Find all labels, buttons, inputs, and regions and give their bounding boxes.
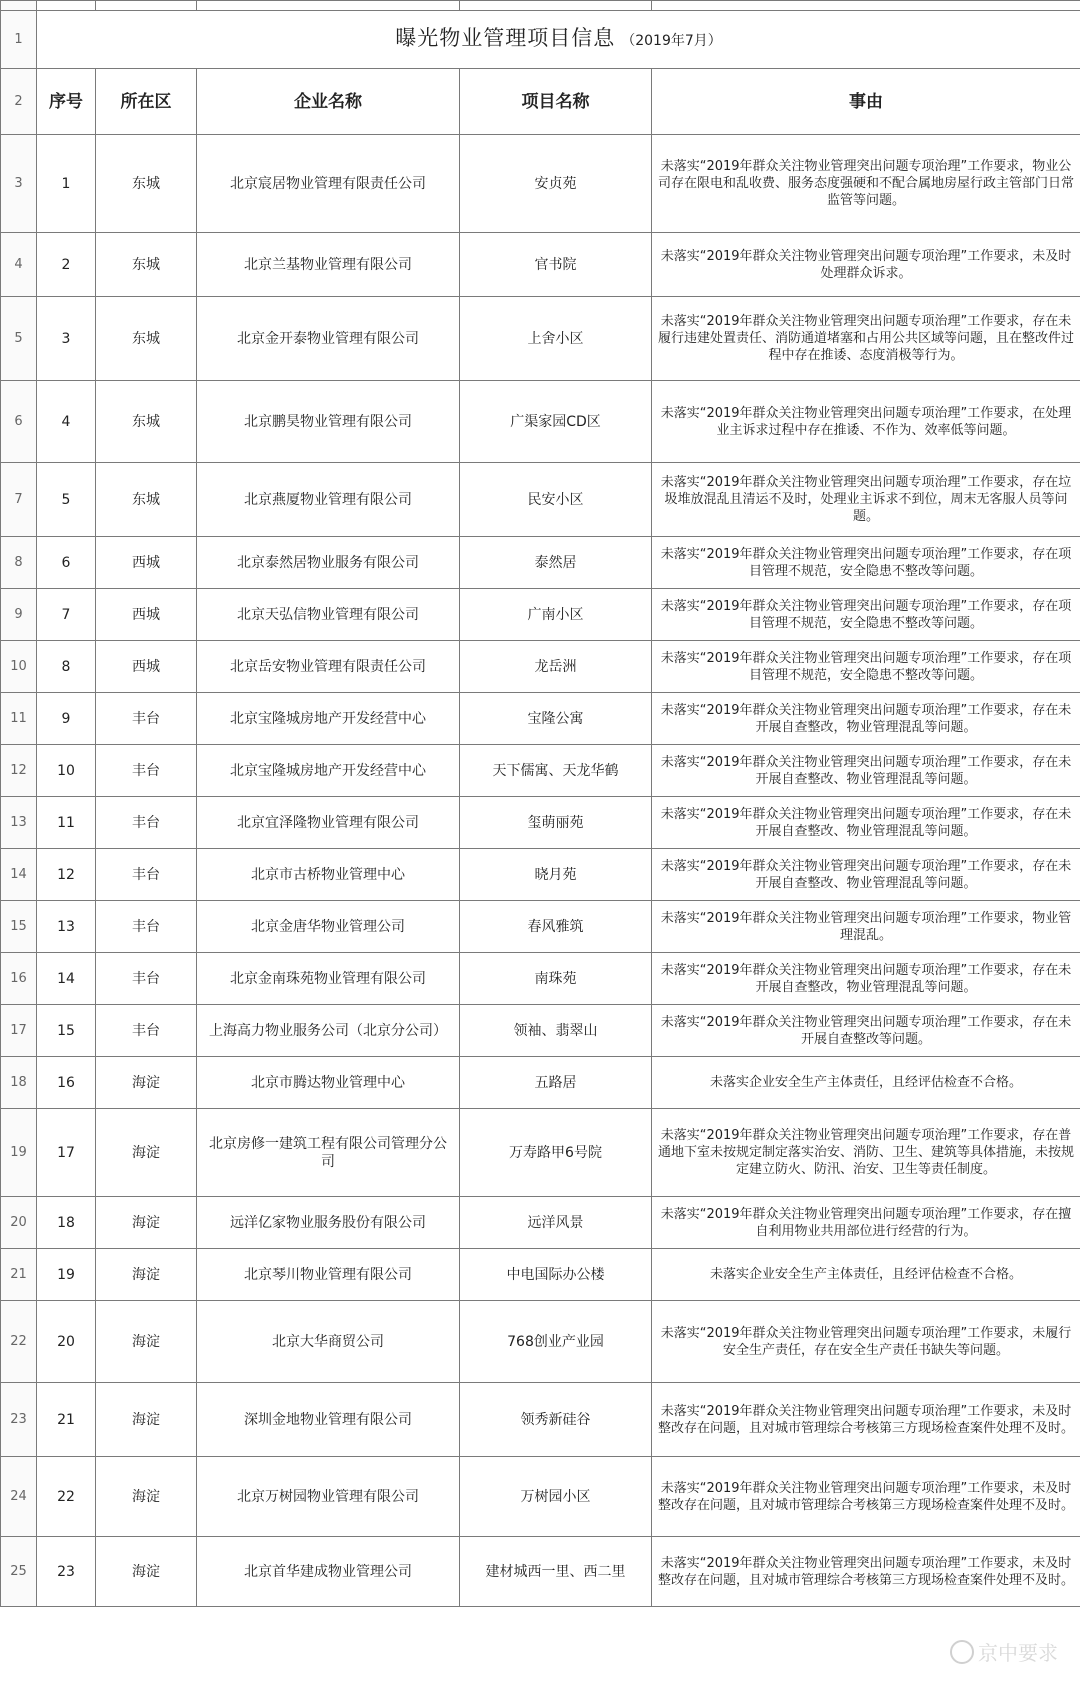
reason-cell: 未落实“2019年群众关注物业管理突出问题专项治理”工作要求，存在未开展自查整改、物业管理混乱等问题。 <box>652 849 1080 901</box>
table-row <box>1 1057 1080 1109</box>
company-cell: 北京万树园物业管理有限公司 <box>197 1457 460 1537</box>
row-number: 13 <box>1 797 37 849</box>
table-row <box>1 1197 1080 1249</box>
project-cell: 民安小区 <box>460 463 652 537</box>
row-number: 15 <box>1 901 37 953</box>
project-cell: 领秀新硅谷 <box>460 1383 652 1457</box>
project-cell: 南珠苑 <box>460 953 652 1005</box>
header-row <box>1 69 1080 135</box>
table-row <box>1 953 1080 1005</box>
project-cell: 建材城西一里、西二里 <box>460 1537 652 1607</box>
district-cell: 丰台 <box>96 953 197 1005</box>
row-number: 16 <box>1 953 37 1005</box>
row-number: 21 <box>1 1249 37 1301</box>
seq-cell: 19 <box>37 1249 96 1301</box>
project-cell: 广南小区 <box>460 589 652 641</box>
district-cell: 西城 <box>96 537 197 589</box>
project-cell: 万寿路甲6号院 <box>460 1109 652 1197</box>
row-number: 24 <box>1 1457 37 1537</box>
header-company: 企业名称 <box>197 69 460 135</box>
row-number: 10 <box>1 641 37 693</box>
table-row <box>1 849 1080 901</box>
table-row <box>1 233 1080 297</box>
seq-cell: 8 <box>37 641 96 693</box>
row-number: 3 <box>1 135 37 233</box>
company-cell: 上海高力物业服务公司（北京分公司） <box>197 1005 460 1057</box>
table-row <box>1 463 1080 537</box>
row-number: 22 <box>1 1301 37 1383</box>
row-number: 17 <box>1 1005 37 1057</box>
company-cell: 北京宝隆城房地产开发经营中心 <box>197 745 460 797</box>
seq-cell: 1 <box>37 135 96 233</box>
reason-cell: 未落实“2019年群众关注物业管理突出问题专项治理”工作要求，存在擅自利用物业共用部位进行经营的行为。 <box>652 1197 1080 1249</box>
district-cell: 海淀 <box>96 1301 197 1383</box>
seq-cell: 13 <box>37 901 96 953</box>
table-title <box>37 11 1080 69</box>
project-cell: 768创业产业园 <box>460 1301 652 1383</box>
company-cell: 北京市古桥物业管理中心 <box>197 849 460 901</box>
company-cell: 远洋亿家物业服务股份有限公司 <box>197 1197 460 1249</box>
wechat-logo-icon <box>950 1640 974 1664</box>
watermark-text: 京中要求 <box>978 1641 1058 1665</box>
title-main: 曝光物业管理项目信息 <box>395 26 616 50</box>
seq-cell: 20 <box>37 1301 96 1383</box>
district-cell: 丰台 <box>96 797 197 849</box>
seq-cell: 5 <box>37 463 96 537</box>
top-strip-row <box>1 1 1080 11</box>
reason-cell: 未落实“2019年群众关注物业管理突出问题专项治理”工作要求，存在普通地下室未按规定制定落实治安、消防、卫生、建筑等具体措施，未按规定建立防火、防汛、治安、卫生等责任制度。 <box>652 1109 1080 1197</box>
district-cell: 东城 <box>96 233 197 297</box>
district-cell: 东城 <box>96 381 197 463</box>
project-cell: 晓月苑 <box>460 849 652 901</box>
company-cell: 北京金唐华物业管理公司 <box>197 901 460 953</box>
row-number: 4 <box>1 233 37 297</box>
row-number: 8 <box>1 537 37 589</box>
project-cell: 广渠家园CD区 <box>460 381 652 463</box>
seq-cell: 3 <box>37 297 96 381</box>
reason-cell: 未落实“2019年群众关注物业管理突出问题专项治理”工作要求，存在未履行违建处置责任、消防通道堵塞和占用公共区域等问题，且在整改件过程中存在推诿、态度消极等行为。 <box>652 297 1080 381</box>
project-cell: 万树园小区 <box>460 1457 652 1537</box>
company-cell: 北京泰然居物业服务有限公司 <box>197 537 460 589</box>
project-cell: 官书院 <box>460 233 652 297</box>
row-number: 25 <box>1 1537 37 1607</box>
reason-cell: 未落实“2019年群众关注物业管理突出问题专项治理”工作要求，物业公司存在限电和乱收费、服务态度强硬和不配合属地房屋行政主管部门日常监管等问题。 <box>652 135 1080 233</box>
district-cell: 丰台 <box>96 1005 197 1057</box>
table-row <box>1 537 1080 589</box>
reason-cell: 未落实“2019年群众关注物业管理突出问题专项治理”工作要求，存在未开展自查整改，物业管理混乱等问题。 <box>652 953 1080 1005</box>
row-number: 7 <box>1 463 37 537</box>
seq-cell: 18 <box>37 1197 96 1249</box>
reason-cell: 未落实“2019年群众关注物业管理突出问题专项治理”工作要求，物业管理混乱。 <box>652 901 1080 953</box>
watermark <box>950 1637 1058 1666</box>
district-cell: 海淀 <box>96 1249 197 1301</box>
table-row <box>1 1249 1080 1301</box>
district-cell: 海淀 <box>96 1197 197 1249</box>
project-cell: 宝隆公寓 <box>460 693 652 745</box>
company-cell: 北京天弘信物业管理有限公司 <box>197 589 460 641</box>
project-cell: 五路居 <box>460 1057 652 1109</box>
seq-cell: 4 <box>37 381 96 463</box>
table-row <box>1 1537 1080 1607</box>
title-sub: （2019年7月） <box>621 33 722 49</box>
row-number: 12 <box>1 745 37 797</box>
seq-cell: 14 <box>37 953 96 1005</box>
row-number: 1 <box>1 11 37 69</box>
seq-cell: 22 <box>37 1457 96 1537</box>
reason-cell: 未落实“2019年群众关注物业管理突出问题专项治理”工作要求，存在项目管理不规范，安全隐患不整改等问题。 <box>652 641 1080 693</box>
row-number: 14 <box>1 849 37 901</box>
project-cell: 天下儒寓、天龙华鹤 <box>460 745 652 797</box>
district-cell: 海淀 <box>96 1457 197 1537</box>
district-cell: 东城 <box>96 135 197 233</box>
row-number: 20 <box>1 1197 37 1249</box>
seq-cell: 12 <box>37 849 96 901</box>
company-cell: 北京燕厦物业管理有限公司 <box>197 463 460 537</box>
table-row <box>1 1301 1080 1383</box>
header-reason: 事由 <box>652 69 1080 135</box>
table-row <box>1 1109 1080 1197</box>
project-cell: 上舍小区 <box>460 297 652 381</box>
seq-cell: 7 <box>37 589 96 641</box>
company-cell: 北京宜泽隆物业管理有限公司 <box>197 797 460 849</box>
company-cell: 北京宝隆城房地产开发经营中心 <box>197 693 460 745</box>
district-cell: 海淀 <box>96 1057 197 1109</box>
seq-cell: 16 <box>37 1057 96 1109</box>
project-cell: 领袖、翡翠山 <box>460 1005 652 1057</box>
district-cell: 丰台 <box>96 745 197 797</box>
project-cell: 远洋风景 <box>460 1197 652 1249</box>
table-row <box>1 693 1080 745</box>
district-cell: 西城 <box>96 641 197 693</box>
company-cell: 深圳金地物业管理有限公司 <box>197 1383 460 1457</box>
seq-cell: 10 <box>37 745 96 797</box>
row-number: 18 <box>1 1057 37 1109</box>
table-row <box>1 1383 1080 1457</box>
table-row <box>1 135 1080 233</box>
district-cell: 丰台 <box>96 849 197 901</box>
table-row <box>1 381 1080 463</box>
project-cell: 泰然居 <box>460 537 652 589</box>
project-cell: 玺萌丽苑 <box>460 797 652 849</box>
district-cell: 海淀 <box>96 1537 197 1607</box>
reason-cell: 未落实“2019年群众关注物业管理突出问题专项治理”工作要求，在处理业主诉求过程中存在推诿、不作为、效率低等问题。 <box>652 381 1080 463</box>
table-row <box>1 1005 1080 1057</box>
district-cell: 西城 <box>96 589 197 641</box>
company-cell: 北京宸居物业管理有限责任公司 <box>197 135 460 233</box>
seq-cell: 21 <box>37 1383 96 1457</box>
company-cell: 北京房修一建筑工程有限公司管理分公司 <box>197 1109 460 1197</box>
row-number: 11 <box>1 693 37 745</box>
row-number: 2 <box>1 69 37 135</box>
table-row <box>1 745 1080 797</box>
company-cell: 北京琴川物业管理有限公司 <box>197 1249 460 1301</box>
company-cell: 北京市腾达物业管理中心 <box>197 1057 460 1109</box>
row-number: 23 <box>1 1383 37 1457</box>
district-cell: 海淀 <box>96 1383 197 1457</box>
project-cell: 中电国际办公楼 <box>460 1249 652 1301</box>
company-cell: 北京鹏昊物业管理有限公司 <box>197 381 460 463</box>
table-row <box>1 901 1080 953</box>
seq-cell: 9 <box>37 693 96 745</box>
district-cell: 海淀 <box>96 1109 197 1197</box>
reason-cell: 未落实“2019年群众关注物业管理突出问题专项治理”工作要求，未及时处理群众诉求。 <box>652 233 1080 297</box>
reason-cell: 未落实企业安全生产主体责任，且经评估检查不合格。 <box>652 1249 1080 1301</box>
header-district: 所在区 <box>96 69 197 135</box>
reason-cell: 未落实“2019年群众关注物业管理突出问题专项治理”工作要求，未履行安全生产责任，存在安全生产责任书缺失等问题。 <box>652 1301 1080 1383</box>
table-row <box>1 297 1080 381</box>
row-number: 6 <box>1 381 37 463</box>
district-cell: 丰台 <box>96 901 197 953</box>
project-cell: 龙岳洲 <box>460 641 652 693</box>
reason-cell: 未落实“2019年群众关注物业管理突出问题专项治理”工作要求，存在未开展自查整改等问题。 <box>652 1005 1080 1057</box>
table-row <box>1 1457 1080 1537</box>
seq-cell: 11 <box>37 797 96 849</box>
seq-cell: 17 <box>37 1109 96 1197</box>
reason-cell: 未落实“2019年群众关注物业管理突出问题专项治理”工作要求，存在垃圾堆放混乱且清运不及时，处理业主诉求不到位，周末无客服人员等问题。 <box>652 463 1080 537</box>
reason-cell: 未落实企业安全生产主体责任，且经评估检查不合格。 <box>652 1057 1080 1109</box>
reason-cell: 未落实“2019年群众关注物业管理突出问题专项治理”工作要求，存在未开展自查整改、物业管理混乱等问题。 <box>652 745 1080 797</box>
seq-cell: 15 <box>37 1005 96 1057</box>
row-number: 19 <box>1 1109 37 1197</box>
project-cell: 安贞苑 <box>460 135 652 233</box>
reason-cell: 未落实“2019年群众关注物业管理突出问题专项治理”工作要求，未及时整改存在问题，且对城市管理综合考核第三方现场检查案件处理不及时。 <box>652 1383 1080 1457</box>
reason-cell: 未落实“2019年群众关注物业管理突出问题专项治理”工作要求，存在未开展自查整改、物业管理混乱等问题。 <box>652 797 1080 849</box>
district-cell: 东城 <box>96 297 197 381</box>
company-cell: 北京金南珠苑物业管理有限公司 <box>197 953 460 1005</box>
seq-cell: 23 <box>37 1537 96 1607</box>
table-row <box>1 589 1080 641</box>
reason-cell: 未落实“2019年群众关注物业管理突出问题专项治理”工作要求，存在项目管理不规范，安全隐患不整改等问题。 <box>652 537 1080 589</box>
seq-cell: 2 <box>37 233 96 297</box>
reason-cell: 未落实“2019年群众关注物业管理突出问题专项治理”工作要求，存在未开展自查整改，物业管理混乱等问题。 <box>652 693 1080 745</box>
district-cell: 丰台 <box>96 693 197 745</box>
title-row <box>1 11 1080 69</box>
company-cell: 北京金开泰物业管理有限公司 <box>197 297 460 381</box>
row-number: 9 <box>1 589 37 641</box>
table-row <box>1 641 1080 693</box>
header-project: 项目名称 <box>460 69 652 135</box>
table-row <box>1 797 1080 849</box>
district-cell: 东城 <box>96 463 197 537</box>
reason-cell: 未落实“2019年群众关注物业管理突出问题专项治理”工作要求，存在项目管理不规范，安全隐患不整改等问题。 <box>652 589 1080 641</box>
row-number: 5 <box>1 297 37 381</box>
reason-cell: 未落实“2019年群众关注物业管理突出问题专项治理”工作要求，未及时整改存在问题，且对城市管理综合考核第三方现场检查案件处理不及时。 <box>652 1537 1080 1607</box>
company-cell: 北京兰基物业管理有限公司 <box>197 233 460 297</box>
project-cell: 春风雅筑 <box>460 901 652 953</box>
company-cell: 北京岳安物业管理有限责任公司 <box>197 641 460 693</box>
reason-cell: 未落实“2019年群众关注物业管理突出问题专项治理”工作要求，未及时整改存在问题，且对城市管理综合考核第三方现场检查案件处理不及时。 <box>652 1457 1080 1537</box>
company-cell: 北京首华建成物业管理公司 <box>197 1537 460 1607</box>
seq-cell: 6 <box>37 537 96 589</box>
company-cell: 北京大华商贸公司 <box>197 1301 460 1383</box>
header-seq: 序号 <box>37 69 96 135</box>
